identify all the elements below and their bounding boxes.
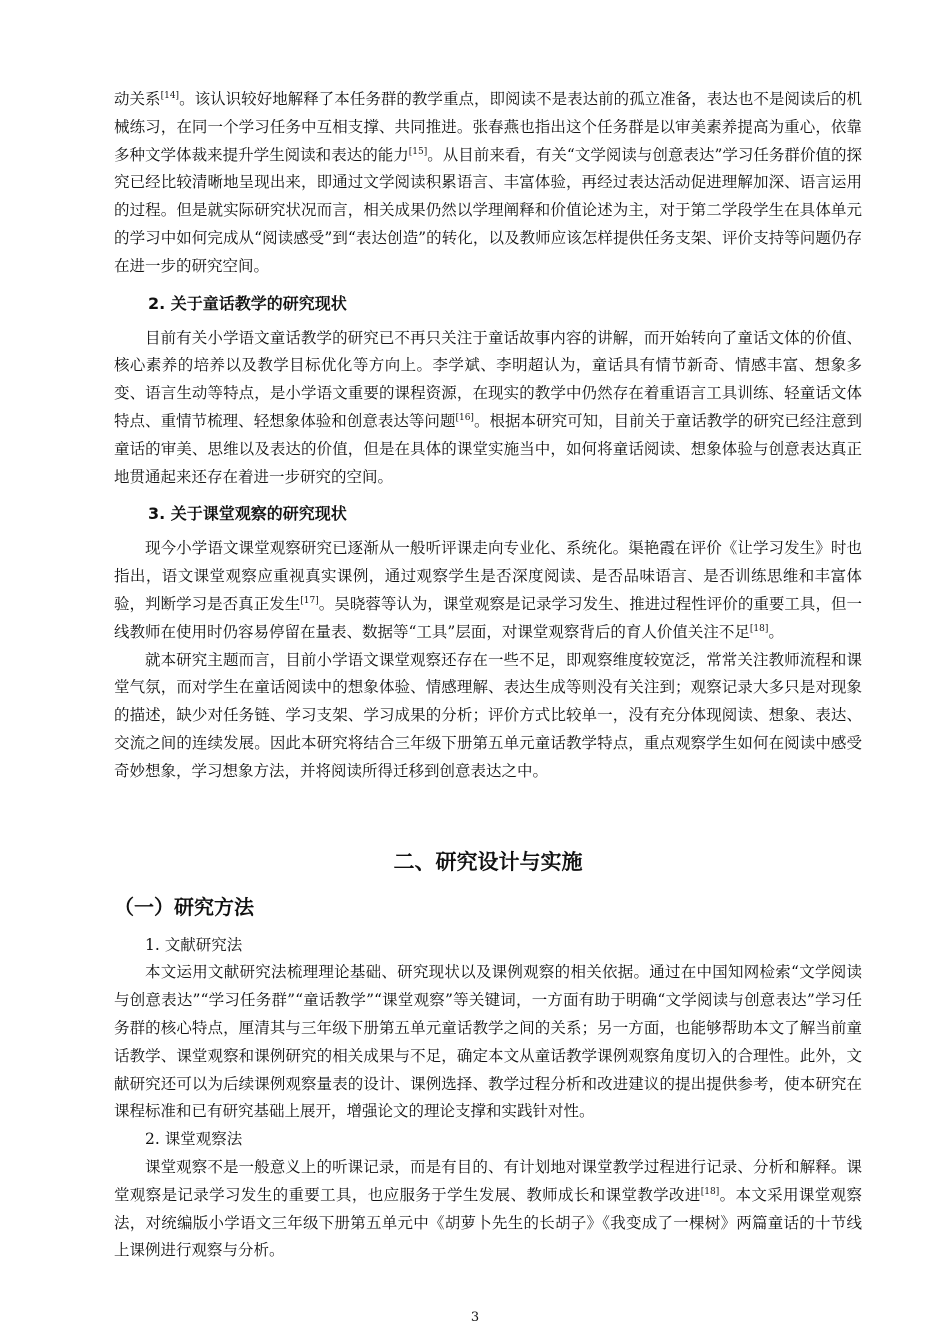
paragraph-text: 现今小学语文课堂观察研究已逐渐从一般听评课走向专业化、系统化。渠艳霞在评价《让学习发生》时也指出，语文课堂观察应重视真实课例，通过观察学生是否深度阅读、是否品味语言、是否训练思维和丰富体验，判断学习是否真正发生 bbox=[114, 539, 862, 613]
subheading-classroom-observation-research: 3. 关于课堂观察的研究现状 bbox=[148, 504, 347, 524]
method-label-observation: 2. 课堂观察法 bbox=[145, 1130, 243, 1149]
citation-marker: [14] bbox=[160, 90, 180, 101]
paragraph-text: 。该认识较好地解释了本任务群的教学重点，即阅读不是表达前的孤立准备，表达也不是阅读后的机械练习，在同一个学习任务中互相支撑、共同推进。张春燕也指出这个任务群是以审美素养提高为重心，依靠多种文学体裁来提升学生阅读和表达的能力 bbox=[114, 90, 862, 164]
paragraph-text: 。根据本研究可知，目前关于童话教学的研究已经注意到童话的审美、思维以及表达的价值，但是在具体的课堂实施当中，如何将童话阅读、想象体验与创意表达真正地贯通起来还存在着进一步研究的空间。 bbox=[114, 411, 862, 486]
paragraph-classroom-observation-research bbox=[114, 535, 862, 646]
paragraph-text: 。本文采用课堂观察法，对统编版小学语文三年级下册第五单元中《胡萝卜先生的长胡子》《我变成了一棵树》两篇童话的十节线上课例进行观察与分析。 bbox=[114, 1185, 862, 1260]
paragraph-text: 。吴晓蓉等认为，课堂观察是记录学习发生、推进过程性评价的重要工具，但一线教师在使用时仍容易停留在量表、数据等“工具”层面，对课堂观察背后的育人价值关注不足 bbox=[114, 594, 862, 641]
citation-marker: [16] bbox=[455, 412, 474, 423]
paragraph-text: 目前有关小学语文童话教学的研究已不再只关注于童话故事内容的讲解，而开始转向了童话文体的价值、核心素养的培养以及教学目标优化等方向上。李学斌、李明超认为，童话具有情节新奇、情感丰富、想象多变、语言生动等特点，是小学语文重要的课程资源，在现实的教学中仍然存在着重语言工具训练、轻童话文体特点、重情节梳理、轻想象体验和创意表达等问题 bbox=[114, 328, 862, 430]
method-label-literature: 1. 文献研究法 bbox=[145, 935, 243, 954]
citation-marker: [15] bbox=[408, 146, 428, 157]
page-number: 3 bbox=[470, 1310, 480, 1325]
paragraph-text: 课堂观察不是一般意义上的听课记录，而是有目的、有计划地对课堂教学过程进行记录、分析和解释。课堂观察是记录学习发生的重要工具，也应服务于学生发展、教师成长和课堂教学改进 bbox=[114, 1157, 862, 1204]
paragraph-fairy-tale-research bbox=[114, 325, 862, 492]
paragraph-literature-method: 本文运用文献研究法梳理理论基础、研究现状以及课例观察的相关依据。通过在中国知网检索“文学阅读与创意表达”“学习任务群”“童话教学”“课堂观察”等关键词，一方面有助于明确“文学阅读与创意表达”学习任务群的核心特点，厘清其与三年级下册第五单元童话教学之间的关系；另一方面，也能够帮助本文了解当前童话教学、课堂观察和课例研究的相关成果与不足，确定本文从童话教学课例观察角度切入的合理性。此外，文献研究还可以为后续课例观察量表的设计、课例选择、教学过程分析和改进建议的提出提供参考，使本研究在课程标准和已有研究基础上展开，增强论文的理论支撑和实践针对性。 bbox=[114, 963, 862, 1121]
paragraph-text: 动关系 bbox=[114, 90, 161, 108]
paragraph-text: 。从目前来看，有关“文学阅读与创意表达”学习任务群价值的探究已经比较清晰地呈现出来，即通过文学阅读积累语言、丰富体验，再经过表达活动促进理解加深、语言运用的过程。但是就实际研究状况而言，相关成果仍然以学理阐释和价值论述为主，对于第二学段学生在具体单元的学习中如何完成从“阅读感受”到“表达创造”的转化，以及教师应该怎样提供任务支架、评价支持等问题仍存在进一步的研究空间。 bbox=[114, 145, 862, 275]
paragraph-text: 。 bbox=[768, 622, 784, 641]
page-body bbox=[114, 86, 862, 1265]
citation-marker: [17] bbox=[300, 595, 319, 606]
subheading-fairy-tale-research: 2. 关于童话教学的研究现状 bbox=[148, 293, 347, 313]
paragraph-research-focus: 就本研究主题而言，目前小学语文课堂观察还存在一些不足，即观察维度较宽泛，常常关注教师流程和课堂气氛，而对学生在童话阅读中的想象体验、情感理解、表达生成等则没有关注到；观察记录大多只是对现象的描述，缺少对任务链、学习支架、学习成果的分析；评价方式比较单一，没有充分体现阅读、想象、表达、交流之间的连续发展。因此本研究将结合三年级下册第五单元童话教学特点，重点观察学生如何在阅读中感受奇妙想象，学习想象方法，并将阅读所得迁移到创意表达之中。 bbox=[114, 650, 862, 780]
citation-marker: [18] bbox=[700, 1186, 720, 1197]
paragraph-observation-method bbox=[114, 1154, 862, 1265]
chapter-title: 二、研究设计与实施 bbox=[393, 849, 583, 874]
citation-marker: [18] bbox=[749, 623, 769, 634]
paragraph-task-group-continuation bbox=[114, 86, 862, 281]
section-title: （一）研究方法 bbox=[114, 894, 254, 919]
